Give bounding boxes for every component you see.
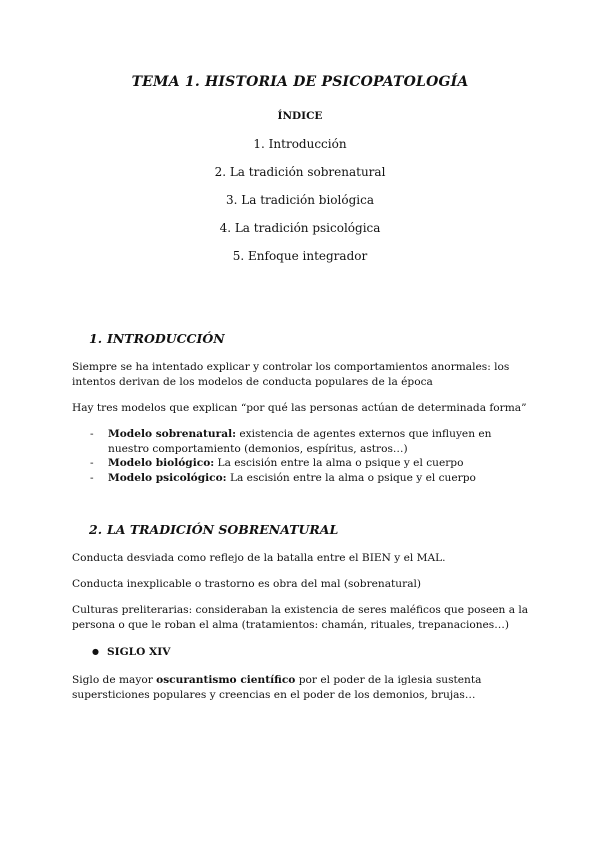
document-title: TEMA 1. HISTORIA DE PSICOPATOLOGÍA [131, 74, 469, 90]
paragraph: Siempre se ha intentado explicar y controlar los comportamientos anormales: los intentos derivan de los modelos de conducta populares de la época [72, 361, 510, 388]
dash-marker: - [90, 471, 94, 484]
paragraph: Conducta inexplicable o trastorno es obra del mal (sobrenatural) [72, 578, 422, 590]
section-title: INTRODUCCIÓN [107, 331, 225, 346]
model-description: La escisión entre la alma o psique y el cuerpo [226, 471, 476, 484]
model-term: Modelo psicológico: [108, 471, 227, 484]
section-number: 2. [89, 522, 103, 537]
paragraph [72, 673, 532, 703]
list-item [90, 427, 530, 456]
toc-item: 5. Enfoque integrador [232, 249, 368, 263]
model-term: Modelo biológico: [108, 457, 215, 469]
paragraph-text: Siglo de mayor [72, 674, 157, 686]
paragraph: Hay tres modelos que explican “por qué las personas actúan de determinada forma” [72, 402, 527, 414]
table-of-contents [0, 133, 600, 273]
model-description: La escisión entre la alma o psique y el cuerpo [214, 457, 464, 469]
emphasis-text: oscurantismo científico [156, 674, 296, 686]
section-heading-introduccion [89, 331, 225, 346]
dash-marker: - [90, 428, 94, 440]
toc-item: 4. La tradición psicológica [219, 221, 381, 235]
models-list [90, 427, 530, 485]
section-number: 1. [89, 331, 103, 346]
toc-item: 3. La tradición biológica [226, 193, 374, 207]
list-item [90, 456, 530, 471]
bullet-item-siglo-xiv [92, 646, 170, 658]
toc-item: 2. La tradición sobrenatural [214, 165, 386, 179]
section-heading-tradicion-sobrenatural [89, 522, 338, 537]
bullet-dot: ● [92, 646, 99, 656]
index-heading: ÍNDICE [277, 110, 323, 122]
toc-item: 1. Introducción [253, 137, 347, 151]
list-item [90, 471, 530, 486]
model-description: existencia de agentes externos que influyen en nuestro comportamiento (demonios, espíritus, astros…) [108, 428, 492, 455]
paragraph: Culturas preliterarias: consideraban la existencia de seres maléficos que poseen a la persona o que le roban el alma (tratamientos: chamán, rituales, trepanaciones…) [72, 604, 529, 631]
dash-marker: - [90, 457, 94, 469]
section-title: LA TRADICIÓN SOBRENATURAL [107, 522, 339, 537]
paragraph: Conducta desviada como reflejo de la batalla entre el BIEN y el MAL. [72, 552, 446, 564]
bullet-label: SIGLO XIV [107, 646, 171, 658]
model-term: Modelo sobrenatural: [108, 428, 237, 440]
paragraph-text: por el poder de la iglesia sustenta supersticiones populares y creencias en el poder de los demonios, brujas… [72, 674, 482, 701]
